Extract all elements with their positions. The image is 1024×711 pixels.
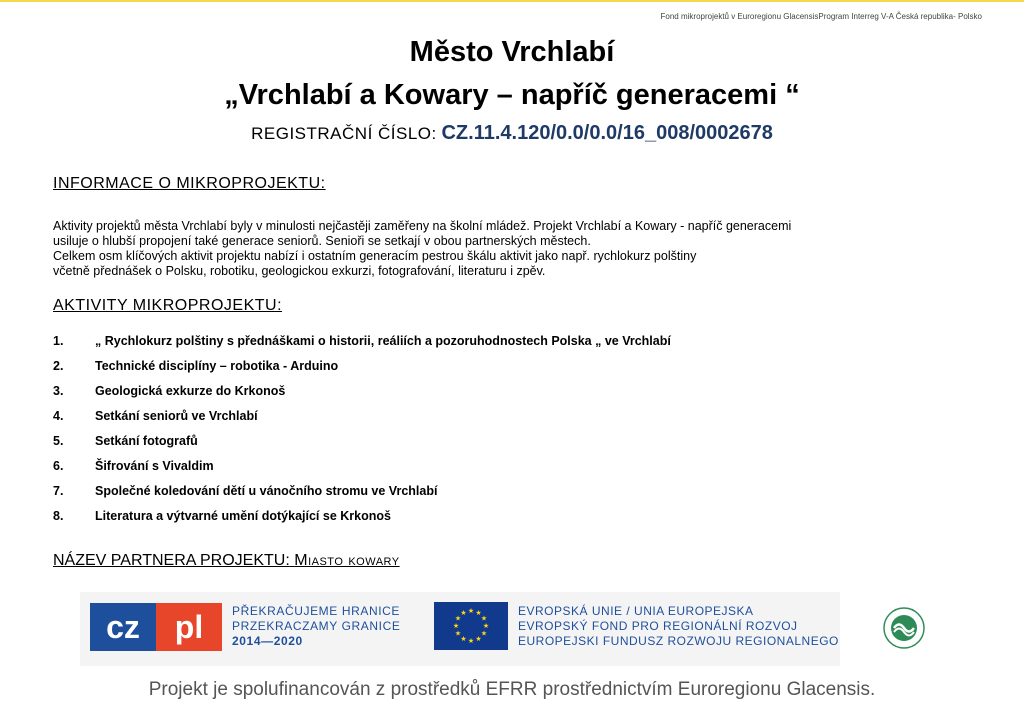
svg-text:★: ★ <box>480 629 488 638</box>
activity-item <box>53 384 671 409</box>
activity-item <box>53 409 671 434</box>
partner-line <box>53 552 400 570</box>
info-line: usiluje o hlubší propojení také generace seniorů. Senioři se setkají v obou partnerských městech. <box>53 234 591 248</box>
activity-text: „ Rychlokurz polštiny s přednáškami o historii, reáliích a pozoruhodnostech Polska „ ve Vrchlabí <box>95 334 671 348</box>
interreg-czpl-logo <box>90 603 222 651</box>
czpl-years: 2014—2020 <box>232 634 303 648</box>
svg-text:★: ★ <box>454 629 462 638</box>
euroregion-glacensis-logo-icon <box>882 606 926 650</box>
activities-heading: AKTIVITY MIKROPROJEKTU: <box>53 297 283 314</box>
svg-text:★: ★ <box>482 622 490 630</box>
svg-text:★: ★ <box>454 614 462 623</box>
activity-item <box>53 434 671 459</box>
cz-block: cz <box>90 603 156 651</box>
svg-text:★: ★ <box>480 614 488 623</box>
activity-number: 5. <box>53 434 64 448</box>
registration-line <box>0 122 1024 145</box>
activity-number: 3. <box>53 384 64 398</box>
eu-line-1: EVROPSKÁ UNIE / UNIA EUROPEJSKA <box>518 604 754 618</box>
info-line: Celkem osm klíčových aktivit projektu nabízí i ostatním generacím pestrou škálu aktivit jako např. rychlokurz polštiny <box>53 249 697 263</box>
pl-block: pl <box>156 603 222 651</box>
eu-line-2: EVROPSKÝ FOND PRO REGIONÁLNÍ ROZVOJ <box>518 619 798 633</box>
eu-line-3: EUROPEJSKI FUNDUSZ ROZWOJU REGIONALNEGO <box>518 634 839 648</box>
activity-text: Technické disciplíny – robotika - Arduino <box>95 359 339 373</box>
activity-number: 7. <box>53 484 64 498</box>
activity-text: Šifrování s Vivaldim <box>95 459 214 473</box>
eu-tagline <box>518 604 839 649</box>
activity-number: 8. <box>53 509 64 523</box>
svg-text:★: ★ <box>460 609 467 617</box>
partner-label: NÁZEV PARTNERA PROJEKTU: <box>53 552 290 569</box>
activity-item <box>53 359 671 384</box>
svg-text:★: ★ <box>460 635 467 643</box>
info-line: včetně přednášek o Polsku, robotiku, geologickou exkurzi, fotografování, literaturu i zpěv. <box>53 264 546 278</box>
project-title: „Vrchlabí a Kowary – napříč generacemi “ <box>224 79 800 111</box>
activity-item <box>53 334 671 359</box>
activity-item <box>53 484 671 509</box>
eu-flag-icon <box>434 602 508 650</box>
activity-number: 4. <box>53 409 64 423</box>
czpl-tagline <box>232 604 400 649</box>
activity-number: 1. <box>53 334 64 348</box>
info-paragraph <box>53 219 923 279</box>
activity-item <box>53 509 671 534</box>
activities-list <box>53 334 671 534</box>
top-border-line <box>0 0 1024 2</box>
svg-text:★: ★ <box>452 622 460 630</box>
activity-text: Setkání fotografů <box>95 434 198 448</box>
activity-text: Literatura a výtvarné umění dotýkající se Krkonoš <box>95 509 391 523</box>
registration-label: REGISTRAČNÍ ČÍSLO: <box>251 124 437 143</box>
activity-item <box>53 459 671 484</box>
activity-text: Setkání seniorů ve Vrchlabí <box>95 409 258 423</box>
czpl-line-1: PŘEKRAČUJEME HRANICE <box>232 604 401 618</box>
info-heading: INFORMACE O MIKROPROJEKTU: <box>53 175 326 192</box>
czpl-line-2: PRZEKRACZAMY GRANICE <box>232 619 401 633</box>
info-line: Aktivity projektů města Vrchlabí byly v minulosti nejčastěji zaměřeny na školní mládež. Projekt Vrchlabí a Kowary - napříč generacemi <box>53 219 792 233</box>
svg-text:★: ★ <box>475 609 482 617</box>
svg-text:★: ★ <box>475 635 482 643</box>
city-title: Město Vrchlabí <box>409 36 615 68</box>
partner-name: Miasto kowary <box>294 552 400 569</box>
activity-text: Společné koledování dětí u vánočního stromu ve Vrchlabí <box>95 484 438 498</box>
fund-note: Fond mikroprojektů v Euroregionu GlacensisProgram Interreg V-A Česká republika- Polsko <box>660 12 982 21</box>
svg-text:★: ★ <box>467 637 475 645</box>
cofinancing-footer: Projekt je spolufinancován z prostředků EFRR prostřednictvím Euroregionu Glacensis. <box>148 679 876 700</box>
activity-number: 6. <box>53 459 64 473</box>
activity-number: 2. <box>53 359 64 373</box>
registration-number: CZ.11.4.120/0.0/0.0/16_008/0002678 <box>441 122 773 144</box>
svg-text:★: ★ <box>467 607 475 615</box>
activity-text: Geologická exkurze do Krkonoš <box>95 384 286 398</box>
